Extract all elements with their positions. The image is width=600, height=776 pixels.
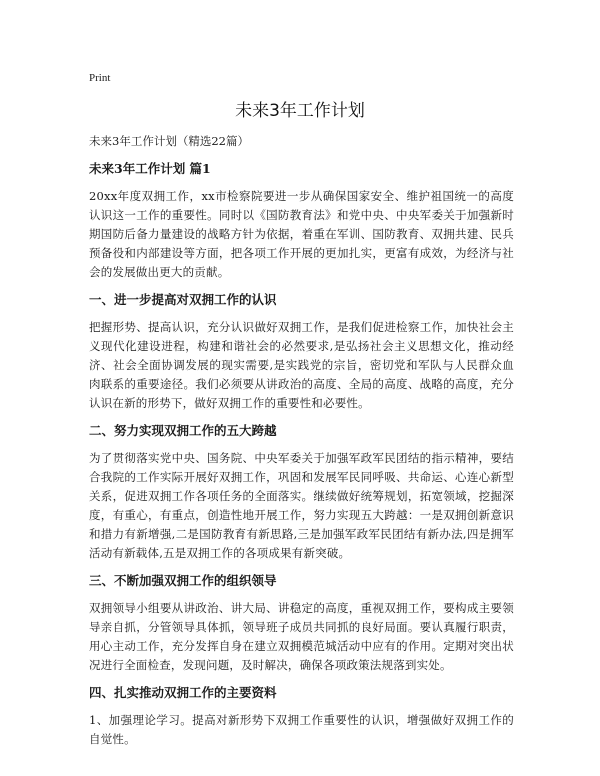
intro-paragraph: 20xx年度双拥工作，xx市检察院要进一步从确保国家安全、维护祖国统一的高度认识这一工作的重要性。同时以《国防教育法》和党中央、中央军委关于加强新时期国防后备力量建设的战略方针为依据，着重在军训、国防教育、双拥共建、民兵预备役和内部建设等方面，把各项工作开展的更加扎实，更富有成效，为经济与社会的发展做出更大的贡献。 xyxy=(89,189,514,279)
page-title: 未来3年工作计划 xyxy=(235,101,365,121)
section-paragraph-1: 把握形势、提高认识，充分认识做好双拥工作，是我们促进检察工作，加快社会主义现代化建设进程，构建和谐社会的必然要求,是弘扬社会主义思想文化，推动经济、社会全面协调发展的现实需要,是实践党的宗旨，密切党和军队与人民群众血肉联系的重要途径。我们必须要从讲政治的高度、全局的高度、战略的高度，充分认识在新的形势下，做好双拥工作的重要性和必要性。 xyxy=(89,320,514,410)
document-subtitle: 未来3年工作计划（精选22篇） xyxy=(89,134,249,148)
article-heading: 未来3年工作计划 篇1 xyxy=(89,161,211,176)
section-heading-2: 二、努力实现双拥工作的五大跨越 xyxy=(89,423,277,438)
document-body xyxy=(89,133,514,758)
section-heading-3: 三、不断加强双拥工作的组织领导 xyxy=(89,573,277,588)
section-paragraph-4: 1、加强理论学习。提高对新形势下双拥工作重要性的认识，增强做好双拥工作的自觉性。 xyxy=(89,713,514,746)
section-paragraph-2: 为了贯彻落实党中央、国务院、中央军委关于加强军政军民团结的指示精神，要结合我院的工作实际开展好双拥工作，巩固和发展军民同呼吸、共命运、心连心新型关系，促进双拥工作各项任务的全面落实。继续做好统筹规划，拓宽领域，挖掘深度，有重心，有重点，创造性地开展工作，努力实现五大跨越：一是双拥创新意识和措力有新增强,二是国防教育有新思路,三是加强军政军民团结有新办法,四是拥军活动有新载体,五是双拥工作的各项成果有新突破。 xyxy=(89,451,514,560)
section-heading-1: 一、进一步提高对双拥工作的认识 xyxy=(89,292,277,307)
section-heading-4: 四、扎实推动双拥工作的主要资料 xyxy=(89,685,277,700)
section-paragraph-3: 双拥领导小组要从讲政治、讲大局、讲稳定的高度，重视双拥工作，要构成主要领导亲自抓，分管领导具体抓，领导班子成员共同抓的良好局面。要认真履行职责，用心主动工作，充分发挥自身在建立双拥模范城活动中应有的作用。定期对突出状况进行全面检查，发现问题，及时解决，确保各项政策法规落到实处。 xyxy=(89,601,514,672)
print-link[interactable]: Print xyxy=(89,72,111,84)
